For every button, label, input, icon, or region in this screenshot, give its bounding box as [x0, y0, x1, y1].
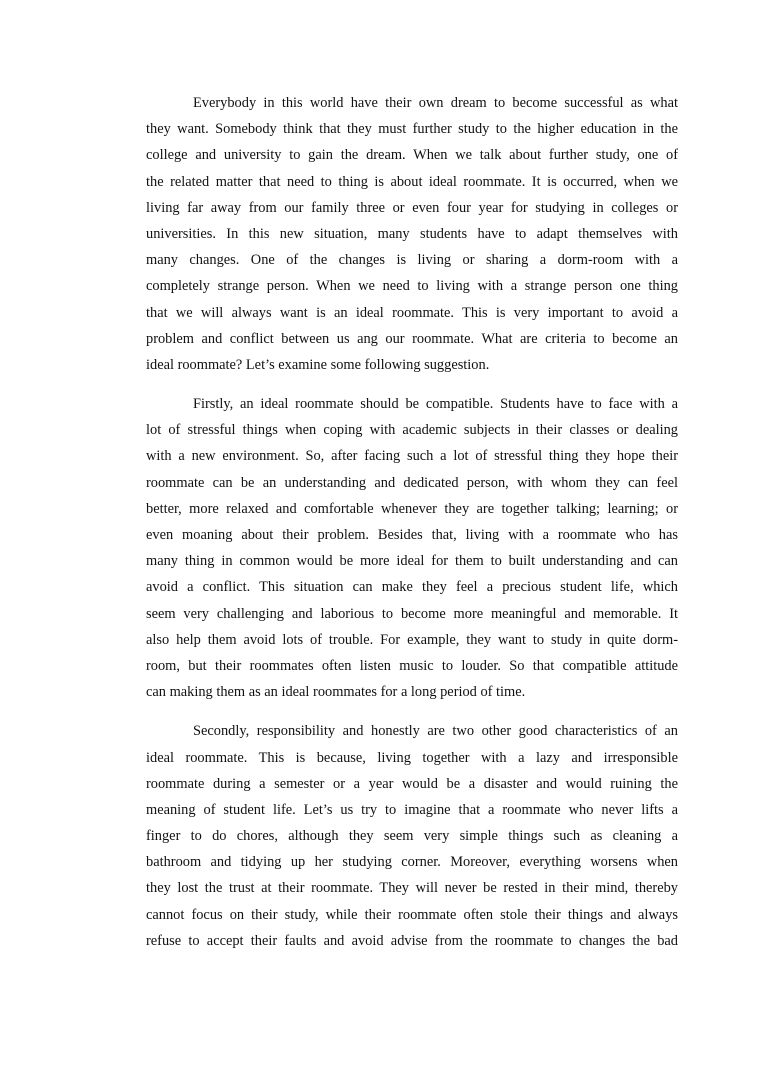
text-line: better, more relaxed and comfortable whenever they are together talking; learning; or: [146, 500, 678, 517]
text-line: seem very challenging and laborious to become more meaningful and memorable. It: [146, 605, 678, 622]
text-line: the related matter that need to thing is about ideal roommate. It is occurred, when we: [146, 173, 678, 190]
text-line: they lost the trust at their roommate. They will never be rested in their mind, thereby: [146, 880, 678, 897]
text-line: many changes. One of the changes is living or sharing a dorm-room with a: [146, 252, 678, 269]
text-line: refuse to accept their faults and avoid advise from the roommate to changes the bad: [146, 932, 678, 949]
text-line: college and university to gain the dream. When we talk about further study, one of: [146, 147, 678, 164]
text-line: many thing in common would be more ideal for them to built understanding and can: [146, 553, 678, 570]
text-line: completely strange person. When we need to living with a strange person one thing: [146, 278, 678, 295]
text-line: even moaning about their problem. Besides that, living with a roommate who has: [146, 527, 678, 543]
text-line: meaning of student life. Let’s us try to imagine that a roommate who never lifts a: [146, 801, 678, 818]
paragraph-responsibility: [146, 718, 678, 954]
text-line: bathroom and tidying up her studying corner. Moreover, everything worsens when: [146, 854, 678, 871]
text-line: avoid a conflict. This situation can make they feel a precious student life, which: [146, 579, 678, 596]
text-line: roommate during a semester or a year would be a disaster and would ruining the: [146, 775, 678, 792]
paragraph-spacer: [146, 705, 678, 718]
essay-body: [146, 90, 678, 954]
text-line: they want. Somebody think that they must further study to the higher education in the: [146, 121, 678, 138]
text-line: that we will always want is an ideal roommate. This is very important to avoid a: [146, 304, 678, 321]
text-line: Everybody in this world have their own dream to become successful as what: [193, 95, 678, 111]
text-line: also help them avoid lots of trouble. For example, they want to study in quite dorm-: [146, 631, 678, 648]
paragraph-compatibility: [146, 391, 678, 705]
text-line: living far away from our family three or even four year for studying in colleges or: [146, 199, 678, 216]
text-line: roommate can be an understanding and dedicated person, with whom they can feel: [146, 474, 678, 491]
paragraph-intro: [146, 90, 678, 378]
text-line: Secondly, responsibility and honestly are two other good characteristics of an: [193, 723, 678, 740]
paragraph-spacer: [146, 378, 678, 391]
text-line: ideal roommate? Let’s examine some following suggestion.: [146, 356, 490, 373]
text-line: with a new environment. So, after facing such a lot of stressful thing they hope their: [146, 448, 678, 465]
text-line: problem and conflict between us ang our roommate. What are criteria to become an: [146, 330, 678, 347]
text-line: ideal roommate. This is because, living together with a lazy and irresponsible: [146, 749, 678, 766]
text-line: cannot focus on their study, while their roommate often stole their things and always: [146, 906, 678, 923]
text-line: lot of stressful things when coping with academic subjects in their classes or dealing: [146, 422, 678, 439]
text-line: room, but their roommates often listen music to louder. So that compatible attitude: [146, 657, 678, 674]
text-line: universities. In this new situation, many students have to adapt themselves with: [146, 225, 678, 242]
text-line: can making them as an ideal roommates for a long period of time.: [146, 684, 526, 701]
text-line: Firstly, an ideal roommate should be compatible. Students have to face with a: [193, 396, 678, 413]
text-line: finger to do chores, although they seem very simple things such as cleaning a: [146, 828, 678, 845]
